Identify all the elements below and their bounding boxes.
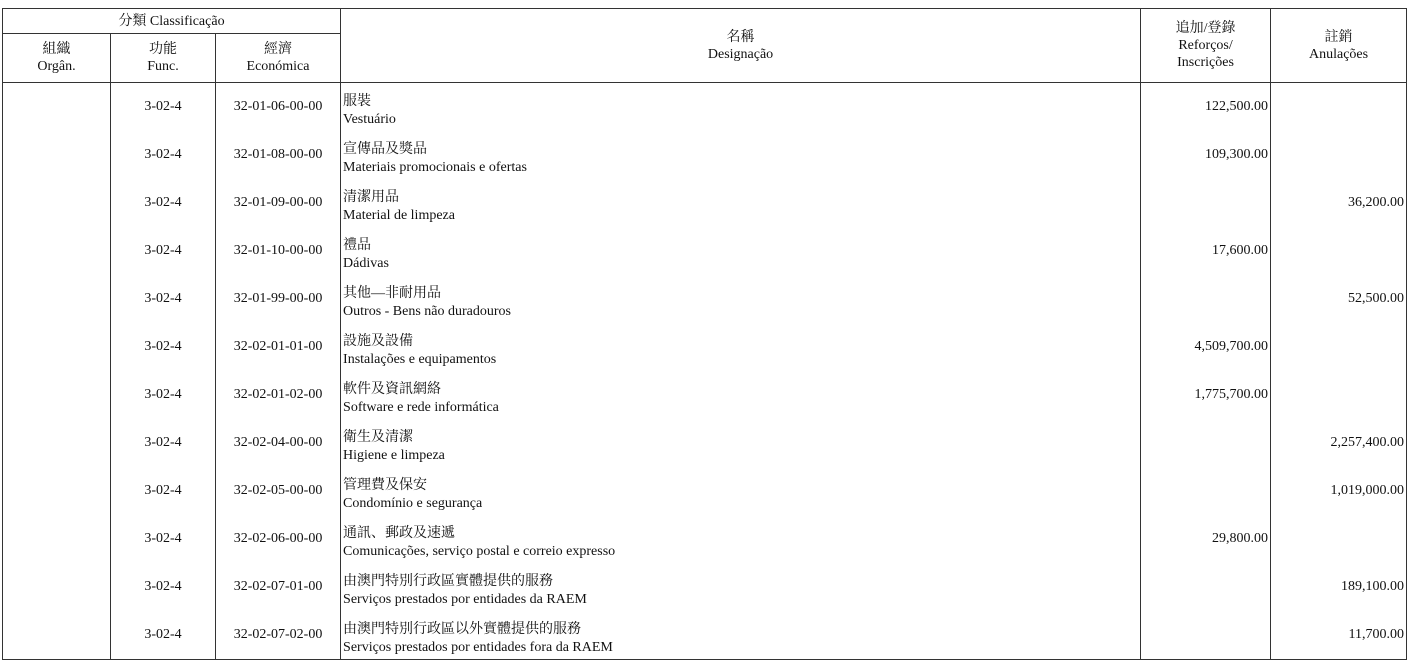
organ-cell: [3, 371, 111, 419]
designation-cell: [341, 515, 1141, 563]
reinforcement-amount-cell: [1141, 179, 1271, 227]
economic-code-cell: 32-02-06-00-00: [216, 515, 341, 563]
designation-cell: [341, 83, 1141, 132]
economic-code-cell: 32-02-04-00-00: [216, 419, 341, 467]
function-header-zh: 功能: [149, 42, 177, 57]
table-row: [3, 371, 1407, 419]
reinforcement-amount-cell: 17,600.00: [1141, 227, 1271, 275]
designation-pt: Higiene e limpeza: [343, 448, 445, 463]
organ-cell: [3, 515, 111, 563]
designation-pt: Serviços prestados por entidades da RAEM: [343, 592, 587, 607]
organ-cell: [3, 323, 111, 371]
table-row: [3, 275, 1407, 323]
annulment-amount-cell: 1,019,000.00: [1271, 467, 1407, 515]
table-row: [3, 419, 1407, 467]
annulments-header: [1271, 9, 1407, 83]
designation-zh: 設施及設備: [343, 334, 414, 349]
organ-cell: [3, 563, 111, 611]
table-row: [3, 611, 1407, 660]
function-code-cell: 3-02-4: [111, 179, 216, 227]
organ-cell: [3, 179, 111, 227]
annulment-amount-cell: 11,700.00: [1271, 611, 1407, 660]
designation-pt: Dádivas: [343, 256, 389, 271]
annulment-amount-cell: [1271, 371, 1407, 419]
economic-header: [216, 34, 341, 83]
organ-header-zh: 組織: [42, 42, 71, 57]
function-code-cell: 3-02-4: [111, 131, 216, 179]
table-row: [3, 563, 1407, 611]
reinforcement-amount-cell: 109,300.00: [1141, 131, 1271, 179]
organ-header: [3, 34, 111, 83]
table-row: [3, 179, 1407, 227]
annulment-amount-cell: 36,200.00: [1271, 179, 1407, 227]
function-code-cell: 3-02-4: [111, 371, 216, 419]
economic-code-cell: 32-02-01-02-00: [216, 371, 341, 419]
organ-cell: [3, 467, 111, 515]
designation-header: [341, 9, 1141, 83]
reinforcement-amount-cell: [1141, 275, 1271, 323]
designation-header-pt: Designação: [707, 46, 774, 62]
designation-cell: [341, 131, 1141, 179]
designation-header-zh: 名稱: [726, 29, 755, 45]
designation-pt: Materiais promocionais e ofertas: [343, 160, 527, 175]
reinforcements-header-pt1: Reforços/: [1178, 38, 1233, 53]
reinforcements-header-zh: 追加/登錄: [1175, 21, 1236, 36]
economic-code-cell: 32-01-06-00-00: [216, 83, 341, 132]
function-code-cell: 3-02-4: [111, 323, 216, 371]
designation-cell: [341, 371, 1141, 419]
designation-zh: 禮品: [343, 238, 372, 253]
designation-cell: [341, 563, 1141, 611]
table-row: [3, 83, 1407, 132]
designation-zh: 由澳門特別行政區實體提供的服務: [343, 574, 554, 589]
annulment-amount-cell: 2,257,400.00: [1271, 419, 1407, 467]
designation-cell: [341, 323, 1141, 371]
annulment-amount-cell: [1271, 83, 1407, 132]
economic-code-cell: 32-01-09-00-00: [216, 179, 341, 227]
function-code-cell: 3-02-4: [111, 275, 216, 323]
designation-pt: Instalações e equipamentos: [343, 352, 497, 367]
designation-cell: [341, 275, 1141, 323]
economic-code-cell: 32-02-07-01-00: [216, 563, 341, 611]
function-code-cell: 3-02-4: [111, 515, 216, 563]
organ-cell: [3, 611, 111, 660]
designation-pt: Material de limpeza: [343, 208, 455, 223]
annulment-amount-cell: [1271, 131, 1407, 179]
economic-header-pt: Económica: [246, 59, 310, 74]
annulment-amount-cell: 189,100.00: [1271, 563, 1407, 611]
reinforcements-header-pt2: Inscrições: [1177, 55, 1234, 70]
designation-cell: [341, 467, 1141, 515]
function-code-cell: 3-02-4: [111, 563, 216, 611]
economic-code-cell: 32-02-07-02-00: [216, 611, 341, 660]
reinforcements-header: [1141, 9, 1271, 83]
designation-cell: [341, 227, 1141, 275]
organ-cell: [3, 83, 111, 132]
reinforcement-amount-cell: [1141, 419, 1271, 467]
reinforcement-amount-cell: [1141, 467, 1271, 515]
function-code-cell: 3-02-4: [111, 467, 216, 515]
table-row: [3, 467, 1407, 515]
reinforcement-amount-cell: 1,775,700.00: [1141, 371, 1271, 419]
economic-code-cell: 32-01-08-00-00: [216, 131, 341, 179]
designation-zh: 服裝: [343, 94, 372, 109]
economic-code-cell: 32-01-10-00-00: [216, 227, 341, 275]
organ-header-pt: Orgân.: [37, 59, 76, 74]
annulments-header-zh: 註銷: [1324, 29, 1353, 45]
designation-pt: Serviços prestados por entidades fora da RAEM: [343, 640, 613, 655]
designation-zh: 通訊、郵政及速遞: [343, 526, 456, 541]
organ-cell: [3, 131, 111, 179]
designation-pt: Software e rede informática: [343, 400, 499, 415]
designation-cell: [341, 179, 1141, 227]
function-header-pt: Func.: [147, 59, 179, 74]
function-code-cell: 3-02-4: [111, 83, 216, 132]
economic-code-cell: 32-02-01-01-00: [216, 323, 341, 371]
annulments-header-pt: Anulações: [1308, 46, 1369, 62]
classification-header: 分類 Classificação: [3, 9, 341, 34]
function-code-cell: 3-02-4: [111, 227, 216, 275]
function-code-cell: 3-02-4: [111, 611, 216, 660]
annulment-amount-cell: 52,500.00: [1271, 275, 1407, 323]
table-row: [3, 131, 1407, 179]
reinforcement-amount-cell: 4,509,700.00: [1141, 323, 1271, 371]
table-row: [3, 323, 1407, 371]
designation-cell: [341, 419, 1141, 467]
table-row: [3, 227, 1407, 275]
economic-code-cell: 32-01-99-00-00: [216, 275, 341, 323]
designation-zh: 衛生及清潔: [343, 430, 414, 445]
designation-zh: 清潔用品: [343, 190, 400, 205]
designation-zh: 其他—非耐用品: [343, 286, 442, 301]
designation-zh: 宣傳品及獎品: [343, 142, 428, 157]
reinforcement-amount-cell: 122,500.00: [1141, 83, 1271, 132]
designation-zh: 由澳門特別行政區以外實體提供的服務: [343, 622, 582, 637]
organ-cell: [3, 227, 111, 275]
reinforcement-amount-cell: [1141, 563, 1271, 611]
designation-pt: Vestuário: [343, 112, 396, 127]
organ-cell: [3, 275, 111, 323]
designation-pt: Condomínio e segurança: [343, 496, 483, 511]
reinforcement-amount-cell: [1141, 611, 1271, 660]
designation-pt: Outros - Bens não duradouros: [343, 304, 512, 319]
table-row: [3, 515, 1407, 563]
annulment-amount-cell: [1271, 323, 1407, 371]
economic-code-cell: 32-02-05-00-00: [216, 467, 341, 515]
annulment-amount-cell: [1271, 227, 1407, 275]
annulment-amount-cell: [1271, 515, 1407, 563]
reinforcement-amount-cell: 29,800.00: [1141, 515, 1271, 563]
economic-header-zh: 經濟: [264, 42, 293, 57]
budget-table: [2, 8, 1407, 660]
designation-zh: 管理費及保安: [343, 478, 428, 493]
designation-zh: 軟件及資訊網絡: [343, 382, 442, 397]
organ-cell: [3, 419, 111, 467]
function-header: [111, 34, 216, 83]
function-code-cell: 3-02-4: [111, 419, 216, 467]
designation-pt: Comunicações, serviço postal e correio expresso: [343, 544, 616, 559]
designation-cell: [341, 611, 1141, 660]
